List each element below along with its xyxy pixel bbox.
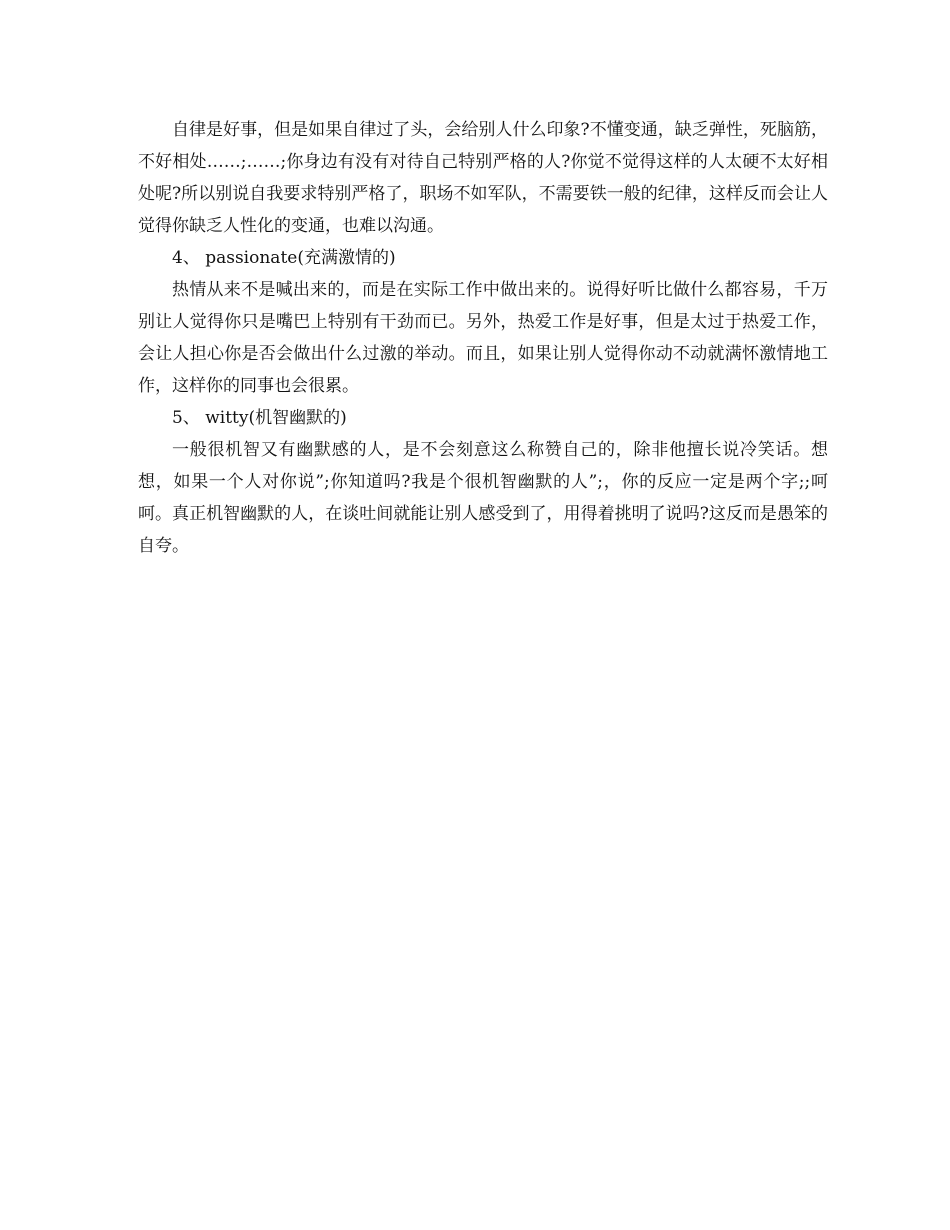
paragraph-self-discipline: 自律是好事，但是如果自律过了头，会给别人什么印象?不懂变通，缺乏弹性，死脑筋，不好相处……;……;你身边有没有对待自己特别严格的人?你觉不觉得这样的人太硬不太好相处呢?所以别说自我要求特别严格了，职场不如军队，不需要铁一般的纪律，这样反而会让人觉得你缺乏人性化的变通，也难以沟通。 bbox=[138, 120, 828, 236]
heading-passionate: 4、 passionate(充满激情的) bbox=[172, 248, 396, 268]
paragraph-passionate: 热情从来不是喊出来的，而是在实际工作中做出来的。说得好听比做什么都容易，千万别让人觉得你只是嘴巴上特别有干劲而已。另外，热爱工作是好事，但是太过于热爱工作，会让人担心你是否会做出什么过激的举动。而且，如果让别人觉得你动不动就满怀激情地工作，这样你的同事也会很累。 bbox=[138, 280, 828, 396]
document-body bbox=[138, 114, 828, 562]
paragraph-witty: 一般很机智又有幽默感的人，是不会刻意这么称赞自己的，除非他擅长说冷笑话。想想，如果一个人对你说”;你知道吗?我是个很机智幽默的人”;，你的反应一定是两个字;;呵呵。真正机智幽默的人，在谈吐间就能让别人感受到了，用得着挑明了说吗?这反而是愚笨的自夸。 bbox=[138, 440, 828, 556]
heading-witty: 5、 witty(机智幽默的) bbox=[172, 408, 347, 428]
